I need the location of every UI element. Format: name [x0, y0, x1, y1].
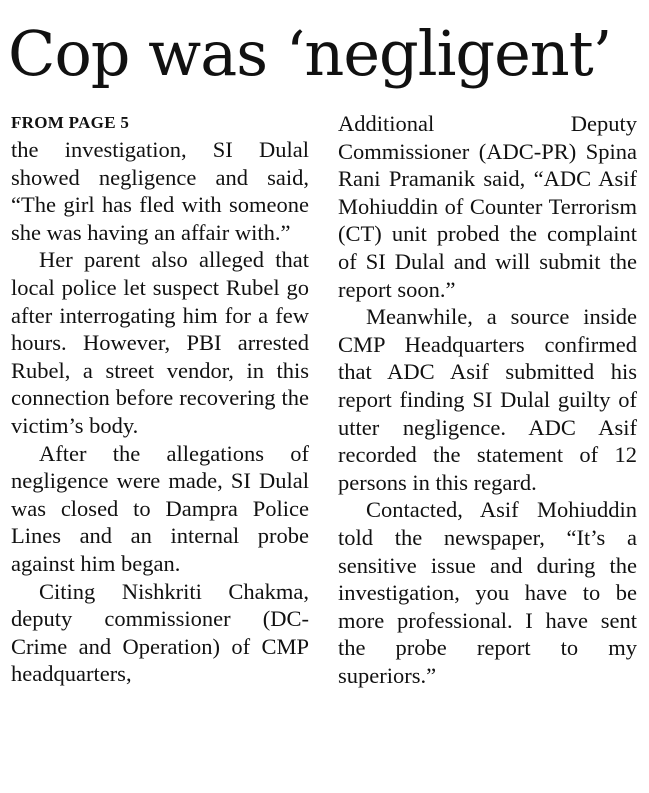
- paragraph: After the allegations of negligence were made, SI Dulal was closed to Dampra Police Lines and an internal probe against him began.: [11, 440, 309, 576]
- paragraph: the investigation, SI Dulal showed negligence and said, “The girl has fled with someone she was having an affair with.”: [11, 137, 309, 245]
- paragraph: Citing Nishkriti Chakma, deputy commissioner (DC-Crime and Operation) of CMP headquarters,: [11, 578, 309, 687]
- jump-kicker: FROM PAGE 5: [11, 113, 130, 132]
- paragraph: Meanwhile, a source inside CMP Headquarters confirmed that ADC Asif submitted his report finding SI Dulal guilty of utter negligence. ADC Asif recorded the statement of 12 persons in this regard.: [338, 304, 637, 495]
- paragraph: Contacted, Asif Mohiuddin told the newspaper, “It’s a sensitive issue and during the investigation, you have to be more professional. I have sent the probe report to my superiors.”: [338, 497, 637, 688]
- paragraph: Her parent also alleged that local police let suspect Rubel go after interrogating him for a few hours. However, PBI arrested Rubel, a street vendor, in this connection before recovering the victim’s body.: [11, 247, 309, 438]
- headline: Cop was ‘negligent’: [8, 17, 612, 90]
- article-column-left: [11, 110, 309, 688]
- paragraph: Additional Deputy Commissioner (ADC-PR) Spina Rani Pramanik said, “ADC Asif Mohiuddin of Counter Terrorism (CT) unit probed the complaint of SI Dulal and will submit the report soon.”: [338, 111, 637, 302]
- article-column-right: [338, 110, 637, 689]
